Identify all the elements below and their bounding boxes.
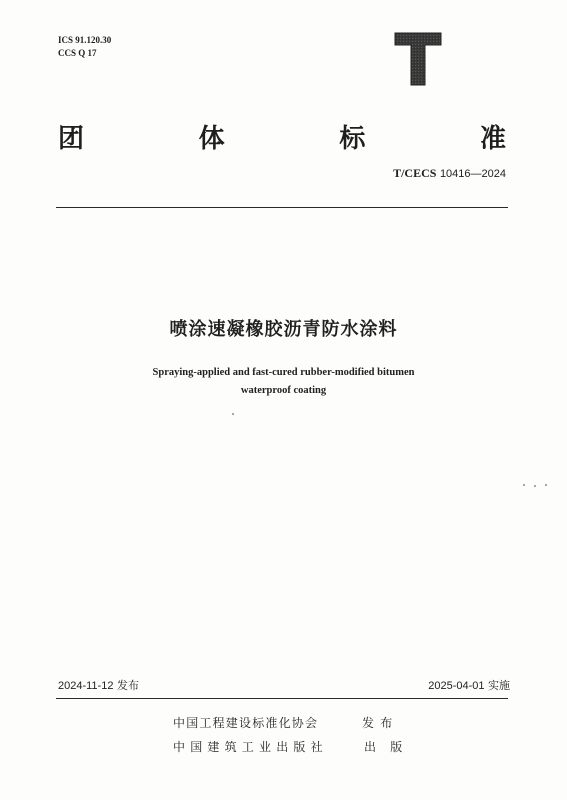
publisher-organization: 中国建筑工业出版社 xyxy=(173,740,328,754)
scan-speck xyxy=(232,413,234,415)
issuer-action: 发 布 xyxy=(362,716,394,730)
standard-number xyxy=(393,166,506,181)
title-chinese: 喷涂速凝橡胶沥青防水涂料 xyxy=(169,319,398,340)
implement-date: 2025-04-01 xyxy=(428,680,485,692)
standard-number-value: 10416—2024 xyxy=(439,168,506,180)
heading-char: 体 xyxy=(198,124,225,154)
issuer-line xyxy=(173,714,393,731)
standard-number-prefix: T/CECS xyxy=(393,166,437,180)
scan-speck xyxy=(534,485,536,487)
scan-speck xyxy=(523,484,525,486)
implement-label: 实施 xyxy=(488,679,510,692)
heading-char: 标 xyxy=(339,124,366,154)
publisher-action: 出 版 xyxy=(364,740,408,754)
title-english-line: waterproof coating xyxy=(240,385,327,396)
ics-code: ICS 91.120.30 xyxy=(58,35,112,45)
heading-char: 团 xyxy=(58,124,85,154)
t-logo-graphic xyxy=(394,32,442,86)
publish-label: 发布 xyxy=(116,679,139,692)
standard-type-heading xyxy=(58,118,506,155)
scan-speck xyxy=(545,484,547,486)
issuer-organization: 中国工程建设标准化协会 xyxy=(173,716,319,730)
publisher-line xyxy=(173,738,407,755)
top-divider xyxy=(56,207,508,208)
implement-date-block xyxy=(428,677,510,693)
classification-codes xyxy=(58,34,111,60)
publish-date-block xyxy=(58,677,139,693)
title-english xyxy=(0,364,567,400)
ccs-code: CCS Q 17 xyxy=(58,48,97,58)
heading-char: 准 xyxy=(479,124,506,154)
group-standard-t-logo xyxy=(394,32,442,86)
publish-date: 2024-11-12 xyxy=(58,680,114,692)
bottom-divider xyxy=(56,698,508,699)
title-english-line: Spraying-applied and fast-cured rubber-modified bitumen xyxy=(152,367,415,378)
